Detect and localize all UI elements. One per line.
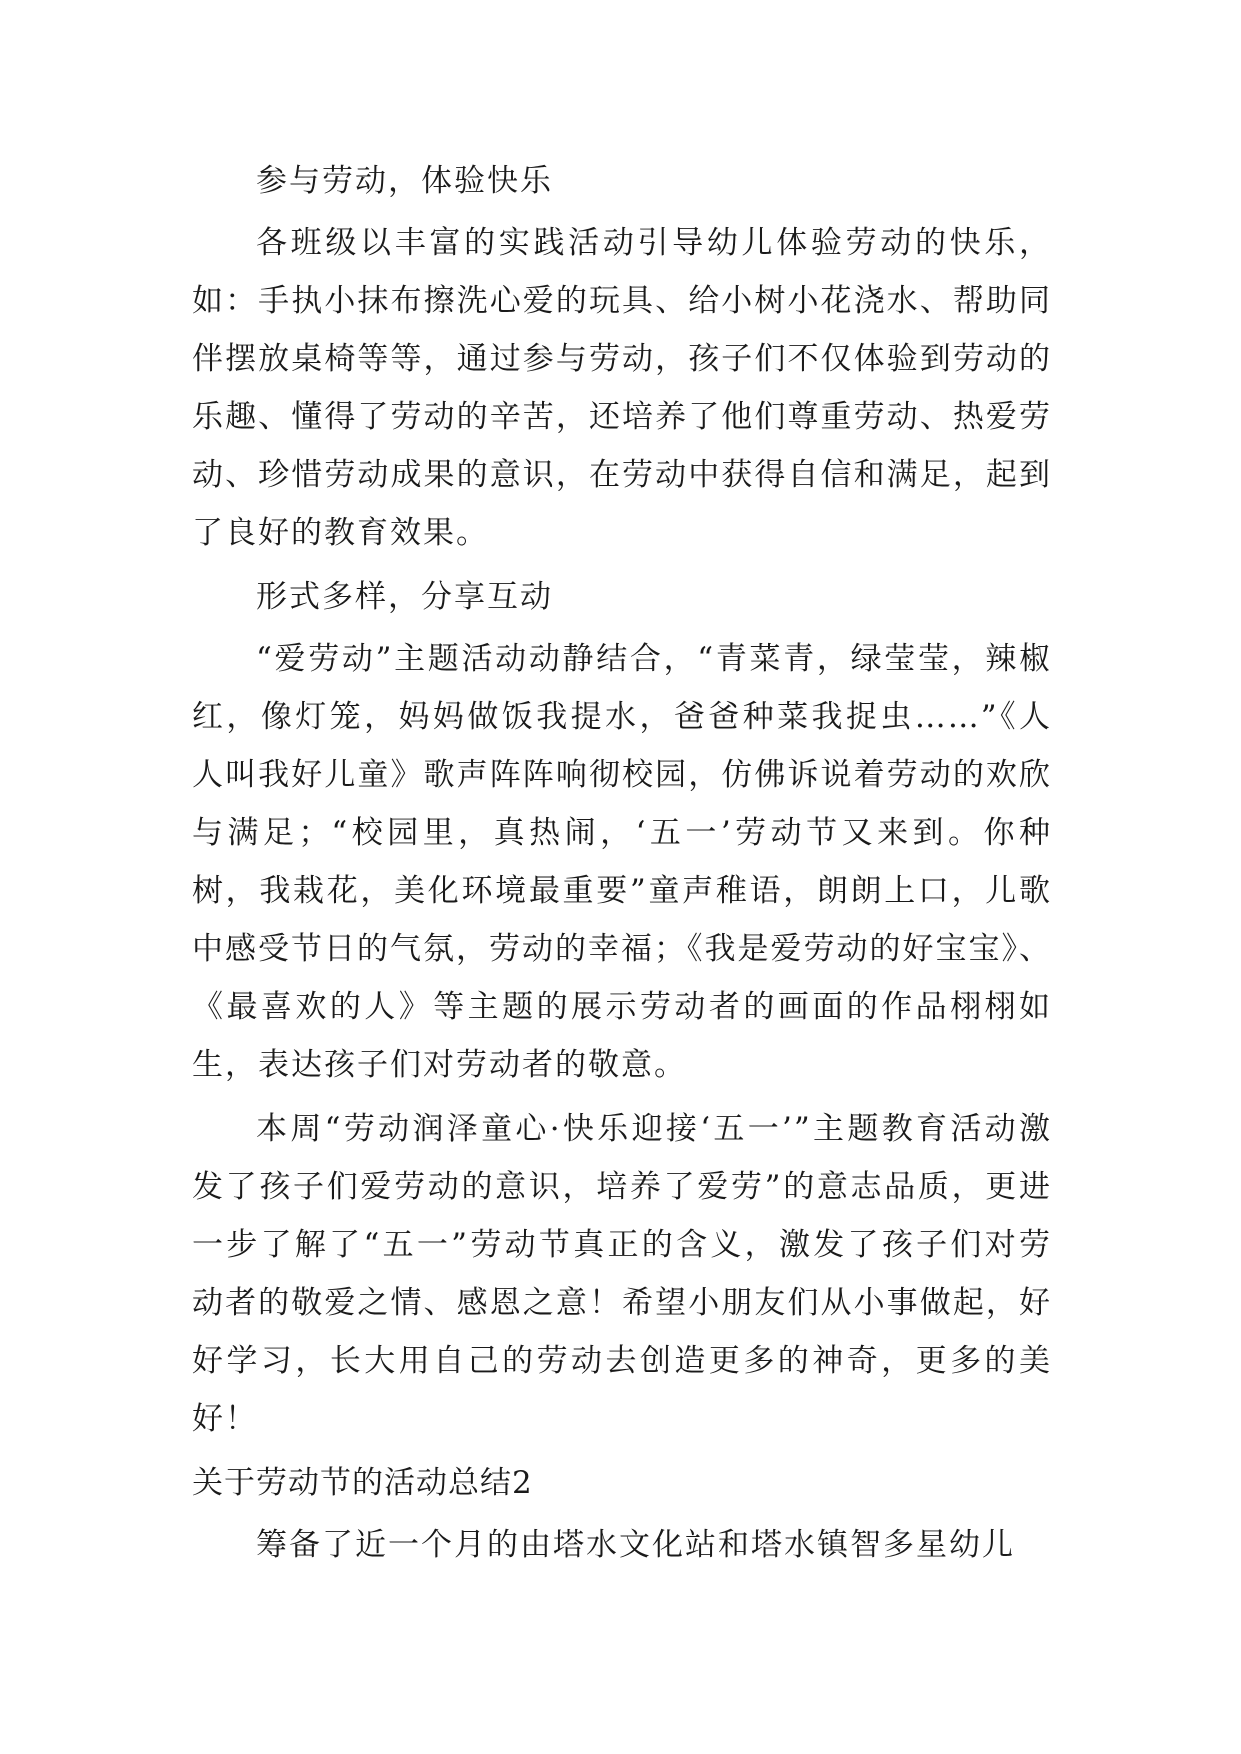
- section-heading-forms: 形式多样，分享互动: [256, 579, 553, 615]
- paragraph-forms: “爱劳动”主题活动动静结合，“青菜青，绿莹莹，辣椒红，像灯笼，妈妈做饭我提水，爸爸种菜我捉虫……”《人人叫我好儿童》歌声阵阵响彻校园，仿佛诉说着劳动的欢欣与满足；“校园里，真热闹，‘五一’劳动节又来到。你种树，我栽花，美化环境最重要”童声稚语，朗朗上口，儿歌中感受节日的气氛，劳动的幸福；《我是爱劳动的好宝宝》、《最喜欢的人》等主题的展示劳动者的画面的作品栩栩如生，表达孩子们对劳动者的敬意。: [192, 641, 1052, 1083]
- paragraph-participate: 各班级以丰富的实践活动引导幼儿体验劳动的快乐，如：手执小抹布擦洗心爱的玩具、给小树小花浇水、帮助同伴摆放桌椅等等，通过参与劳动，孩子们不仅体验到劳动的乐趣、懂得了劳动的辛苦，还培养了他们尊重劳动、热爱劳动、珍惜劳动成果的意识，在劳动中获得自信和满足，起到了良好的教育效果。: [192, 225, 1052, 551]
- paragraph-summary: 本周“劳动润泽童心·快乐迎接‘五一’”主题教育活动激发了孩子们爱劳动的意识，培养了爱劳”的意志品质，更进一步了解了“五一”劳动节真正的含义，激发了孩子们对劳动者的敬爱之情、感恩之意！希望小朋友们从小事做起，好好学习，长大用自己的劳动去创造更多的神奇，更多的美好！: [192, 1111, 1052, 1437]
- section-heading-participate: 参与劳动，体验快乐: [256, 163, 553, 199]
- article-title-2: 关于劳动节的活动总结2: [192, 1465, 533, 1501]
- paragraph-intro-2: 筹备了近一个月的由塔水文化站和塔水镇智多星幼儿: [256, 1527, 1015, 1563]
- document-body: [192, 152, 1052, 1580]
